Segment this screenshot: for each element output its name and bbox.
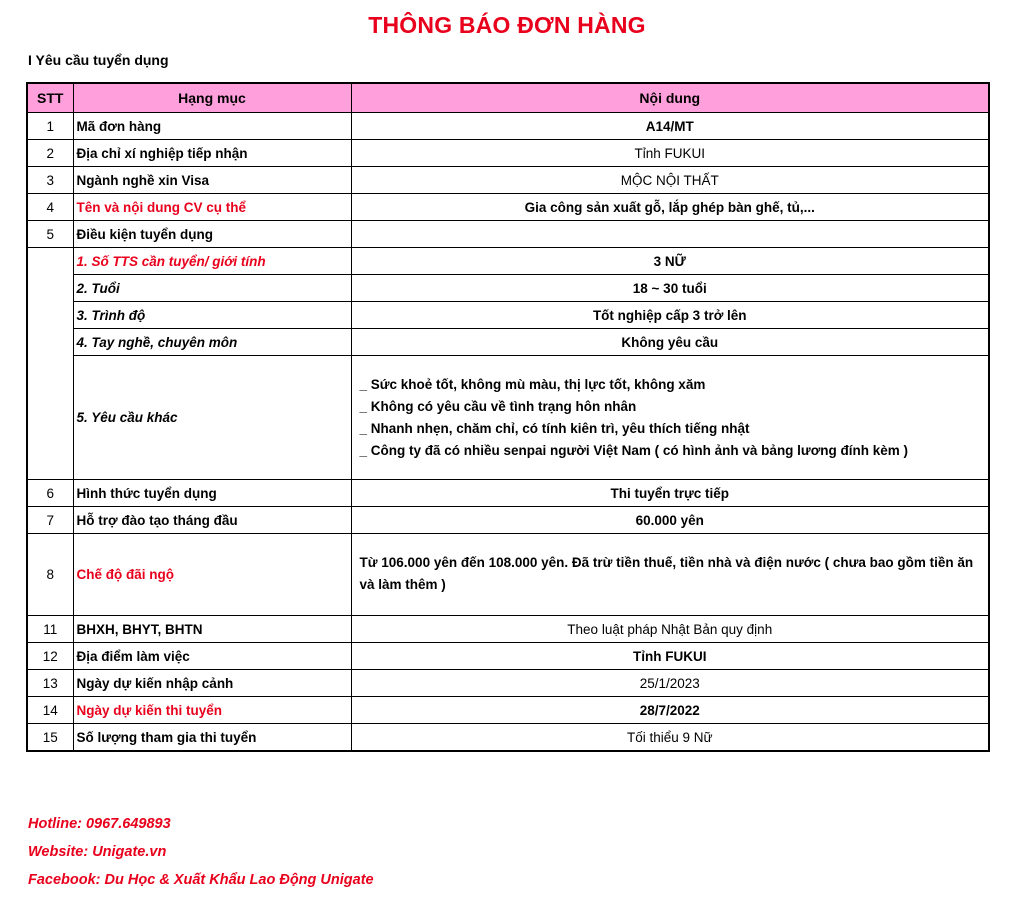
row-stt: 2 <box>27 140 73 167</box>
contact-footer <box>28 816 374 900</box>
row-category: Hỗ trợ đào tạo tháng đầu <box>73 507 351 534</box>
row-stt: 13 <box>27 670 73 697</box>
row-stt: 7 <box>27 507 73 534</box>
header-content: Nội dung <box>351 83 989 113</box>
table-subrow <box>27 248 989 275</box>
table-row <box>27 507 989 534</box>
table-row <box>27 724 989 752</box>
subrow-category: 1. Số TTS cần tuyển/ giới tính <box>73 248 351 275</box>
page-title: THÔNG BÁO ĐƠN HÀNG <box>368 12 646 38</box>
row-content <box>351 221 989 248</box>
table-row <box>27 221 989 248</box>
requirement-line: _ Sức khoẻ tốt, không mù màu, thị lực tốt, không xăm <box>359 376 706 392</box>
subrow-category: 5. Yêu cầu khác <box>73 356 351 480</box>
requirement-line: _ Công ty đã có nhiều senpai người Việt Nam ( có hình ảnh và bảng lương đính kèm ) <box>359 442 909 458</box>
header-stt: STT <box>27 83 73 113</box>
table-row <box>27 534 989 616</box>
row-stt: 6 <box>27 480 73 507</box>
header-category: Hạng mục <box>73 83 351 113</box>
row-category: Mã đơn hàng <box>73 113 351 140</box>
subrow-category: 2. Tuổi <box>73 275 351 302</box>
row-content: Tỉnh FUKUI <box>351 643 989 670</box>
subrow-content-list <box>351 356 989 480</box>
subrow-category: 3. Trình độ <box>73 302 351 329</box>
table-row <box>27 480 989 507</box>
table-row <box>27 194 989 221</box>
row-category: Hình thức tuyển dụng <box>73 480 351 507</box>
requirement-line: _ Không có yêu cầu về tình trạng hôn nhân <box>359 398 637 414</box>
table-row <box>27 113 989 140</box>
section-heading: I Yêu cầu tuyển dụng <box>28 52 169 68</box>
row-stt: 1 <box>27 113 73 140</box>
table-header-row <box>27 83 989 113</box>
row-content: MỘC NỘI THẤT <box>351 167 989 194</box>
row-content: Gia công sản xuất gỗ, lắp ghép bàn ghế, tủ,... <box>351 194 989 221</box>
row-stt: 4 <box>27 194 73 221</box>
row-category: Ngành nghề xin Visa <box>73 167 351 194</box>
row-stt: 8 <box>27 534 73 616</box>
row-content: 60.000 yên <box>351 507 989 534</box>
table-row <box>27 140 989 167</box>
row-category: Địa chỉ xí nghiệp tiếp nhận <box>73 140 351 167</box>
subrow-content: 3 NỮ <box>351 248 989 275</box>
table-row <box>27 670 989 697</box>
row-content: Theo luật pháp Nhật Bản quy định <box>351 616 989 643</box>
row-content: 28/7/2022 <box>351 697 989 724</box>
order-table <box>26 82 990 752</box>
subrow-category: 4. Tay nghề, chuyên môn <box>73 329 351 356</box>
row-category: BHXH, BHYT, BHTN <box>73 616 351 643</box>
subrow-content: Tốt nghiệp cấp 3 trở lên <box>351 302 989 329</box>
row-content: Tỉnh FUKUI <box>351 140 989 167</box>
row-content: Tối thiểu 9 Nữ <box>351 724 989 752</box>
table-row <box>27 697 989 724</box>
hotline-text: Hotline: 0967.649893 <box>28 816 171 832</box>
requirement-line: _ Nhanh nhẹn, chăm chỉ, có tính kiên trì, yêu thích tiếng nhật <box>359 420 750 436</box>
facebook-link[interactable]: Facebook: Du Học & Xuất Khẩu Lao Động Unigate <box>28 872 374 888</box>
row-stt-empty <box>27 248 73 480</box>
row-category: Số lượng tham gia thi tuyển <box>73 724 351 752</box>
website-link[interactable]: Website: Unigate.vn <box>28 844 167 860</box>
row-stt: 12 <box>27 643 73 670</box>
row-category: Điều kiện tuyển dụng <box>73 221 351 248</box>
subrow-content: Không yêu cầu <box>351 329 989 356</box>
row-category: Địa điểm làm việc <box>73 643 351 670</box>
row-category: Tên và nội dung CV cụ thể <box>73 194 351 221</box>
row-category: Ngày dự kiến thi tuyển <box>73 697 351 724</box>
row-content: 25/1/2023 <box>351 670 989 697</box>
table-row <box>27 616 989 643</box>
row-content: Từ 106.000 yên đến 108.000 yên. Đã trừ tiền thuế, tiền nhà và điện nước ( chưa bao gồm tiền ăn và làm thêm ) <box>351 534 989 616</box>
table-row <box>27 643 989 670</box>
row-category: Ngày dự kiến nhập cảnh <box>73 670 351 697</box>
row-category: Chế độ đãi ngộ <box>73 534 351 616</box>
row-stt: 15 <box>27 724 73 752</box>
row-stt: 5 <box>27 221 73 248</box>
table-row <box>27 167 989 194</box>
row-content: A14/MT <box>351 113 989 140</box>
table-subrow <box>27 275 989 302</box>
subrow-content: 18 ~ 30 tuổi <box>351 275 989 302</box>
row-stt: 11 <box>27 616 73 643</box>
table-subrow <box>27 356 989 480</box>
row-stt: 3 <box>27 167 73 194</box>
row-content: Thi tuyển trực tiếp <box>351 480 989 507</box>
row-stt: 14 <box>27 697 73 724</box>
table-subrow <box>27 329 989 356</box>
table-subrow <box>27 302 989 329</box>
